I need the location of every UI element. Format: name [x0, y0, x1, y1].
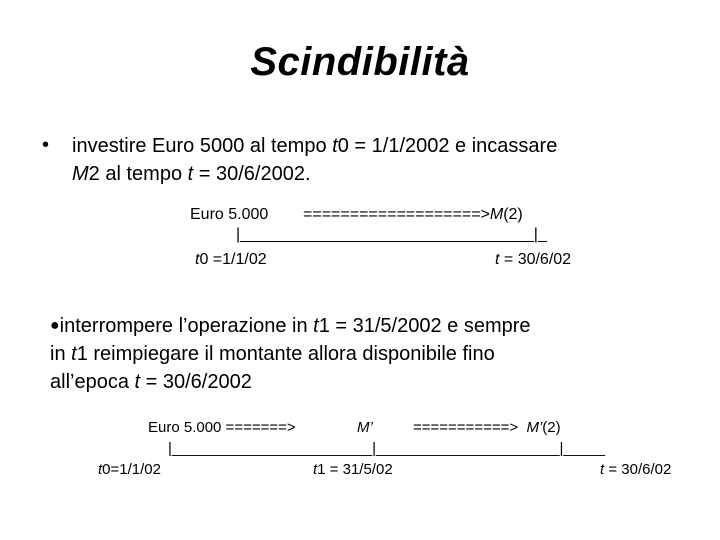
text: 1 = 31/5/02: [317, 461, 393, 478]
var-t: t: [195, 251, 200, 268]
var-t: t: [495, 251, 500, 268]
var-t: t: [313, 461, 318, 478]
text: interrompere l’operazione in: [59, 315, 314, 337]
var-t: t: [134, 371, 141, 393]
diagram1-amount: Euro 5.000: [190, 206, 269, 223]
text: (2): [503, 206, 523, 223]
text: 2 al tempo: [88, 163, 188, 185]
text: = 30/6/02: [499, 251, 572, 268]
arrow: ===========>: [413, 419, 519, 436]
var-t: t: [71, 343, 77, 365]
paragraph2-line3: [50, 369, 252, 395]
text: investire Euro 5000 al tempo: [72, 135, 333, 157]
var-t: t: [600, 461, 605, 478]
text: = 30/6/2002.: [193, 163, 311, 185]
var-t: t: [313, 315, 319, 337]
diagram1-start-label: [195, 251, 267, 269]
text: = 30/6/2002: [140, 371, 252, 393]
bullet1-line2: [72, 161, 311, 187]
paragraph2-line1: [50, 313, 531, 339]
text: 0 = 1/1/2002 e incassare: [337, 135, 558, 157]
text: in: [50, 343, 72, 365]
var-t: t: [332, 135, 338, 157]
var-m: M: [72, 163, 89, 185]
var-m-prime: M’: [357, 419, 373, 436]
var-m: M: [489, 206, 504, 223]
text: 0=1/1/02: [102, 461, 161, 478]
var-t: t: [98, 461, 103, 478]
paragraph2-line2: [50, 341, 495, 367]
arrow: ===================>: [303, 206, 490, 223]
diagram1-axis: |_________________________________|_: [236, 226, 547, 243]
diagram1-end-label: [495, 251, 571, 269]
bullet1-line1: [72, 133, 557, 159]
text: 1 reimpiegare il montante allora disponibile fino: [76, 343, 495, 365]
diagram2-t-label: [600, 461, 671, 478]
var-m-prime: M’: [526, 419, 543, 436]
diagram2-arrow-row: [413, 419, 561, 436]
bullet-marker: •: [42, 134, 50, 156]
slide-title: Scindibilità: [250, 40, 470, 84]
bullet-marker: ●: [50, 317, 60, 334]
diagram1-arrow-row: [303, 206, 523, 224]
diagram2-axis: |________________________|______________________|_____: [168, 440, 606, 457]
text: = 30/6/02: [604, 461, 672, 478]
text: 1 = 31/5/2002 e sempre: [318, 315, 531, 337]
text: all’epoca: [50, 371, 135, 393]
diagram2-mid-value: [357, 419, 373, 436]
var-t: t: [187, 163, 194, 185]
diagram2-amount: Euro 5.000 =======>: [148, 419, 296, 436]
diagram2-t0-label: [98, 461, 161, 478]
text: (2): [542, 419, 561, 436]
diagram2-t1-label: [313, 461, 393, 478]
text: 0 =1/1/02: [199, 251, 267, 268]
